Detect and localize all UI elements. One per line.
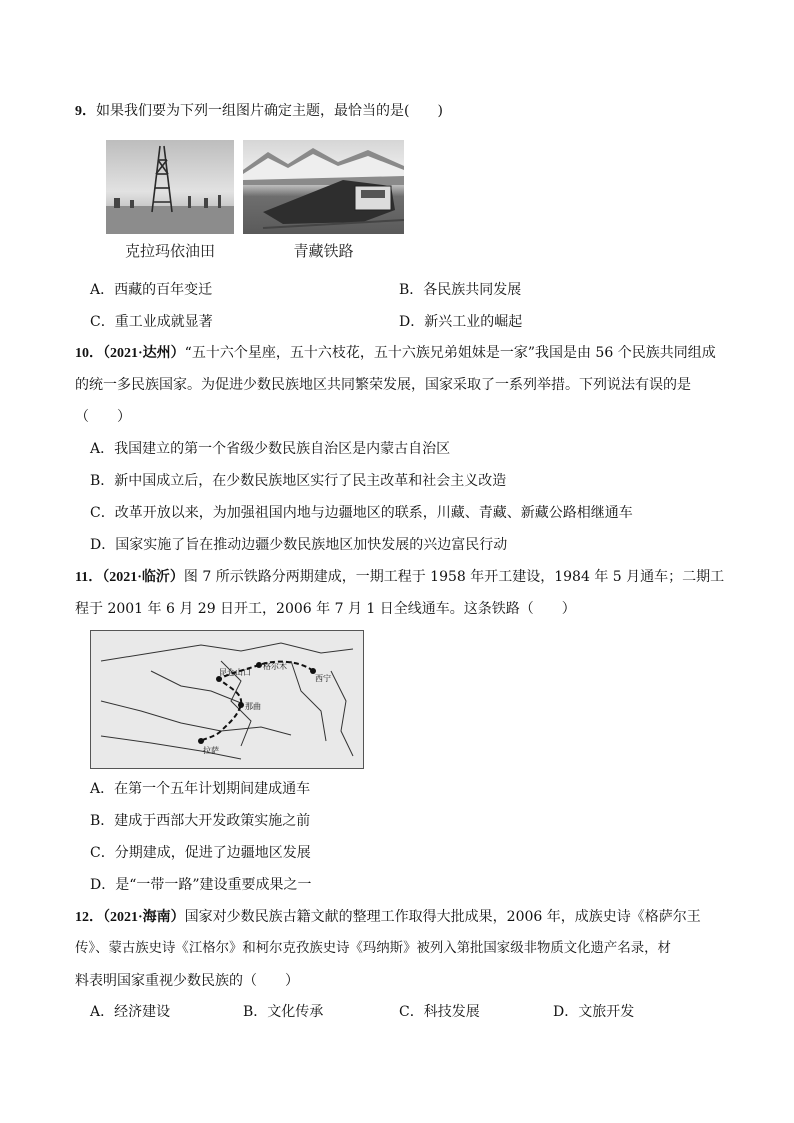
map-label-golmud: 格尔木 (263, 662, 287, 671)
map-label-xining: 西宁 (315, 674, 331, 683)
q12-stem-line2: 传》、蒙古族史诗《江格尔》和柯尔克孜族史诗《玛纳斯》被列入第批国家级非物质文化遗产名录，材 (75, 941, 671, 956)
train-icon (243, 140, 404, 234)
q10-stem-line3: （ ） (75, 409, 131, 425)
q9-option-d[interactable]: D．新兴工业的崛起 (399, 314, 523, 330)
q9-option-c[interactable]: C．重工业成就显著 (90, 314, 213, 330)
q10-number: 10． (75, 346, 103, 361)
q9-stem: 9．如果我们要为下列一组图片确定主题，最恰当的是( ) (75, 103, 443, 119)
q12-option-d[interactable]: D．文旅开发 (553, 1004, 635, 1020)
q11-option-d[interactable]: D．是“一带一路”建设重要成果之一 (90, 877, 312, 893)
q12-option-b[interactable]: B．文化传承 (243, 1004, 324, 1020)
q11-option-b[interactable]: B．建成于西部大开发政策实施之前 (90, 813, 311, 829)
q12-stem-line1: 12．（2021·海南）国家对少数民族古籍文献的整理工作取得大批成果，2006 年，成族史诗《格萨尔王 (75, 909, 701, 925)
q9-option-a[interactable]: A．西藏的百年变迁 (90, 282, 213, 298)
railway-map (90, 630, 364, 769)
q9-number: 9． (75, 104, 96, 119)
q10-source: （2021·达州） (103, 346, 185, 361)
q10-stem-line2: 的统一多民族国家。为促进少数民族地区共同繁荣发展，国家采取了一系列举措。下列说法有误的是 (75, 377, 691, 393)
oil-derrick-icon (106, 140, 234, 234)
q9-option-b[interactable]: B．各民族共同发展 (399, 282, 522, 298)
q10-option-b[interactable]: B．新中国成立后，在少数民族地区实行了民主改革和社会主义改造 (90, 473, 507, 489)
q11-number: 11． (75, 570, 103, 585)
q12-option-c[interactable]: C．科技发展 (399, 1004, 480, 1020)
railway-caption: 青藏铁路 (293, 242, 354, 260)
q10-stem-line1: 10．（2021·达州）“五十六个星座，五十六枝花，五十六族兄弟姐妹是一家”我国是由 56 个民族共同组成 (75, 345, 716, 361)
q12-source: （2021·海南） (103, 910, 185, 925)
q10-option-a[interactable]: A．我国建立的第一个省级少数民族自治区是内蒙古自治区 (90, 441, 451, 457)
q12-stem-line3: 料表明国家重视少数民族的（ ） (75, 973, 299, 989)
q11-option-c[interactable]: C．分期建成，促进了边疆地区发展 (90, 845, 311, 861)
map-label-kunlun: 昆仑山口 (219, 668, 251, 677)
oil-field-caption: 克拉玛依油田 (124, 242, 215, 260)
railway-map-graphic (91, 631, 363, 768)
q10-option-d[interactable]: D．国家实施了旨在推动边疆少数民族地区加快发展的兴边富民行动 (90, 537, 508, 553)
q11-stem-line1: 11．（2021·临沂）图 7 所示铁路分两期建成，一期工程于 1958 年开工建设，1984 年 5 月通车；二期工 (75, 569, 725, 585)
q12-option-a[interactable]: A．经济建设 (90, 1004, 171, 1020)
q11-source: （2021·临沂） (102, 570, 184, 585)
map-label-nagqu: 那曲 (245, 702, 261, 711)
q10-option-c[interactable]: C．改革开放以来，为加强祖国内地与边疆地区的联系，川藏、青藏、新藏公路相继通车 (90, 505, 633, 521)
map-label-lhasa: 拉萨 (203, 746, 219, 755)
q12-number: 12． (75, 910, 103, 925)
qinghai-tibet-railway-photo (243, 140, 404, 234)
q11-stem-line2: 程于 2001 年 6 月 29 日开工，2006 年 7 月 1 日全线通车。这条铁路（ ） (75, 601, 576, 617)
oil-field-photo (106, 140, 234, 234)
q11-option-a[interactable]: A．在第一个五年计划期间建成通车 (90, 781, 311, 797)
